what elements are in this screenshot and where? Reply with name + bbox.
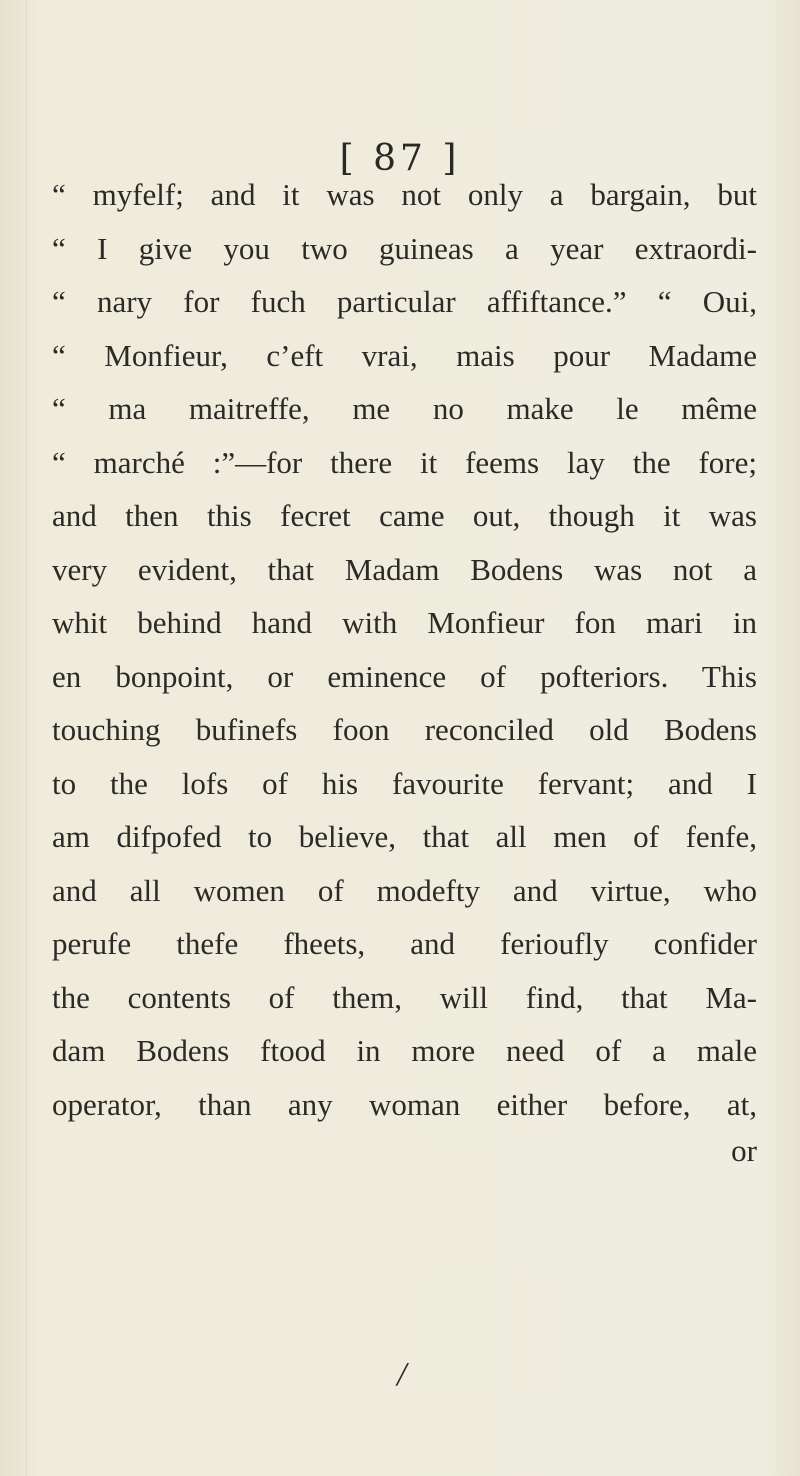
text-line: am difpofed to believe, that all men of fenfe, [52, 819, 757, 854]
body-text [52, 168, 757, 1131]
text-line: and all women of modefty and virtue, who [52, 872, 757, 908]
text-line: dam Bodens ftood in more need of a male [52, 1033, 757, 1068]
text-line: “ ma maitreffe, me no make le même [52, 391, 757, 426]
text-line: “ myfelf; and it was not only a bargain, but [52, 177, 757, 212]
text-line: whit behind hand with Monfieur fon mari in [52, 605, 757, 640]
text-line: and then this fecret came out, though it was [52, 498, 757, 533]
text-line: perufe thefe fheets, and ferioufly confider [52, 926, 757, 961]
text-line: “ I give you two guineas a year extraordi- [52, 230, 757, 266]
text-line: operator, than any woman either before, at, [52, 1086, 757, 1122]
page-edge-shadow [26, 0, 27, 1476]
text-line: “ marché :”—for there it feems lay the fore; [52, 444, 757, 480]
text-line: very evident, that Madam Bodens was not a [52, 551, 757, 587]
page-number: [ 87 ] [339, 138, 461, 179]
text-line: touching bufinefs foon reconciled old Bodens [52, 712, 757, 747]
text-line: en bonpoint, or eminence of pofteriors. This [52, 658, 757, 694]
text-line: “ Monfieur, c’eft vrai, mais pour Madame [52, 337, 757, 373]
catchword: or [731, 1133, 757, 1168]
text-line: “ nary for fuch particular affiftance.” “ Oui, [52, 284, 757, 319]
text-line: the contents of them, will find, that Ma- [52, 979, 757, 1015]
text-line: to the lofs of his favourite fervant; and I [52, 765, 757, 801]
bottom-mark: / [397, 1356, 407, 1393]
